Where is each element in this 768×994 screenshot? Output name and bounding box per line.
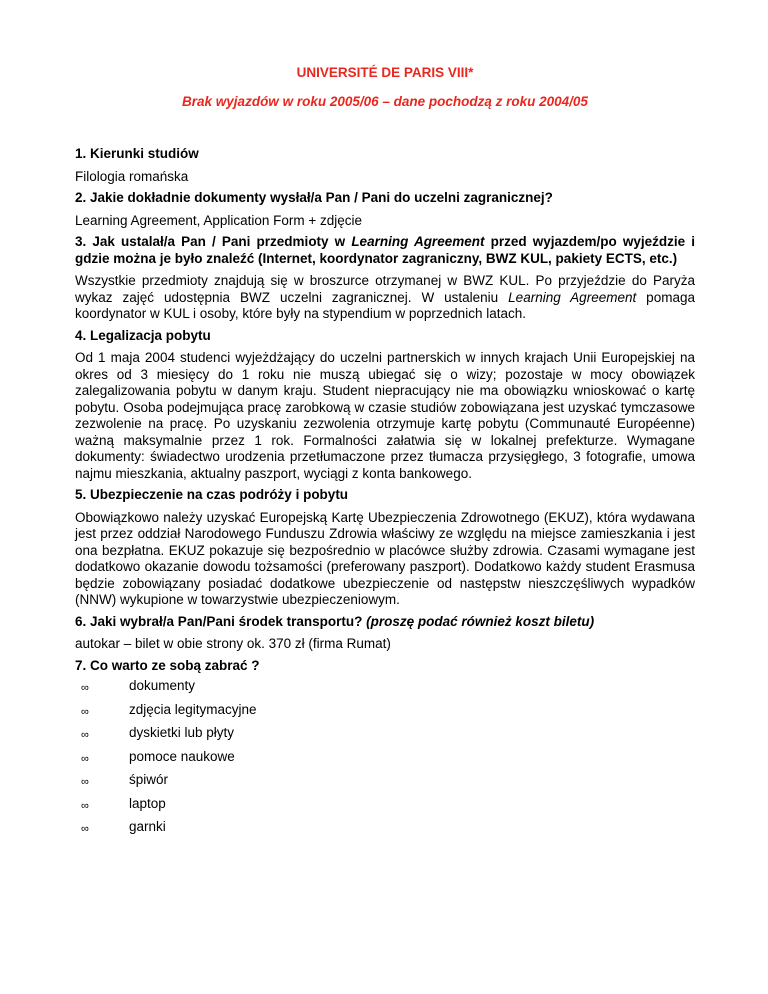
section-5-answer: Obowiązkowo należy uzyskać Europejską Kartę Ubezpieczenia Zdrowotnego (EKUZ), która wydawana jest przez oddział Narodowego Funduszu Zdrowia właściwy ze względu na miejsce zamieszkania i jest ona bezpłatna. EKUZ pokazuje się bezpośrednio w placówce służby zdrowia. Czasami wymagane jest dodatkowo okazanie dowodu tożsamości (preferowany paszport). Dodatkowo każdy student Erasmusa będzie zobowiązany posiadać dodatkowe ubezpieczenie od następstw nieszczęśliwych wypadków (NNW) wykupione w towarzystwie ubezpieczeniowym. xyxy=(75,509,695,607)
document-subtitle: Brak wyjazdów w roku 2005/06 – dane pochodzą z roku 2004/05 xyxy=(182,94,588,109)
list-item xyxy=(75,796,695,820)
infinity-bullet-icon: ∞ xyxy=(81,705,89,718)
section-3-answer-part-a: Wszystkie przedmioty znajdują się w broszurce otrzymanej w BWZ KUL. Po przyjeździe do Paryża wykaz zajęć udostępnia BWZ uczelni zagranicznej. W ustaleniu xyxy=(75,273,695,305)
infinity-bullet-icon: ∞ xyxy=(81,752,89,765)
infinity-bullet-icon: ∞ xyxy=(81,823,89,835)
section-3-heading-emphasis: Learning Agreement xyxy=(351,234,485,249)
infinity-bullet-icon: ∞ xyxy=(81,682,89,694)
document-title: UNIVERSITÉ DE PARIS VIII* xyxy=(296,65,474,80)
section-3-answer-part-b: pomaga koordynator w KUL i osoby, które były na stypendium w poprzednich latach. xyxy=(75,289,695,321)
section-7-heading: 7. Co warto ze sobą zabrać ? xyxy=(75,657,260,673)
list-item xyxy=(75,678,695,702)
section-3-heading xyxy=(75,234,695,267)
section-1-heading: 1. Kierunki studiów xyxy=(75,146,199,161)
section-6-answer: autokar – bilet w obie strony ok. 370 zł (firma Rumat) xyxy=(75,636,391,651)
section-6-heading xyxy=(75,614,695,631)
list-item-text: dokumenty xyxy=(129,678,196,693)
packing-list xyxy=(75,678,695,843)
list-item-text: pomoce naukowe xyxy=(129,748,235,764)
list-item xyxy=(75,819,695,843)
infinity-bullet-icon: ∞ xyxy=(81,799,89,812)
list-item-text: garnki xyxy=(129,819,166,834)
infinity-bullet-icon: ∞ xyxy=(81,729,89,741)
section-3-answer xyxy=(75,273,695,323)
list-item xyxy=(75,702,695,726)
section-2-heading: 2. Jakie dokładnie dokumenty wysłał/a Pan / Pani do uczelni zagranicznej? xyxy=(75,190,553,205)
section-6-heading-emphasis: (proszę podać również koszt biletu) xyxy=(366,613,595,629)
list-item-text: laptop xyxy=(129,795,166,811)
list-item xyxy=(75,725,695,749)
infinity-bullet-icon: ∞ xyxy=(81,776,89,788)
section-3-heading-part-a: 3. Jak ustalał/a Pan / Pani przedmioty w xyxy=(75,234,352,249)
section-4-answer: Od 1 maja 2004 studenci wyjeżdżający do uczelni partnerskich w innych krajach Unii Europejskiej na okres od 3 miesięcy do 1 roku nie muszą ubiegać się o wizy; pozostaje w mocy obowiązek zalegalizowania pobytu w danym kraju. Student niepracujący nie ma obowiązku wnioskować o kartę pobytu. Osoba podejmująca pracę zarobkową w czasie studiów zobowiązana jest uzyskać tymczasowe zezwolenie na pracę. Po uzyskaniu zezwolenia otrzymuje kartę pobytu (Communauté Européenne) ważną maksymalnie przez 1 rok. Formalności załatwia się w lokalnej prefekturze. Wymagane dokumenty: świadectwo urodzenia przetłumaczone przez tłumacza przysięgłego, 3 fotografie, umowa najmu mieszkania, aktualny paszport, wyciągi z konta bankowego. xyxy=(75,350,695,481)
list-item xyxy=(75,749,695,773)
section-6-heading-part-a: 6. Jaki wybrał/a Pan/Pani środek transportu? xyxy=(75,613,367,629)
section-3-heading-part-b: przed wyjazdem/po wyjeździe i gdzie można je było znaleźć (Internet, koordynator zagraniczny, BWZ KUL, pakiety ECTS, etc.) xyxy=(75,234,695,266)
section-3-answer-emphasis: Learning Agreement xyxy=(508,289,637,305)
list-item-text: śpiwór xyxy=(129,772,169,787)
section-1-answer: Filologia romańska xyxy=(75,168,189,184)
section-5-heading: 5. Ubezpieczenie na czas podróży i pobytu xyxy=(75,487,349,502)
list-item-text: dyskietki lub płyty xyxy=(129,725,235,740)
section-2-answer: Learning Agreement, Application Form + zdjęcie xyxy=(75,212,363,228)
list-item-text: zdjęcia legitymacyjne xyxy=(129,701,257,717)
document-content xyxy=(75,146,695,843)
section-4-heading: 4. Legalizacja pobytu xyxy=(75,327,211,343)
list-item xyxy=(75,772,695,796)
